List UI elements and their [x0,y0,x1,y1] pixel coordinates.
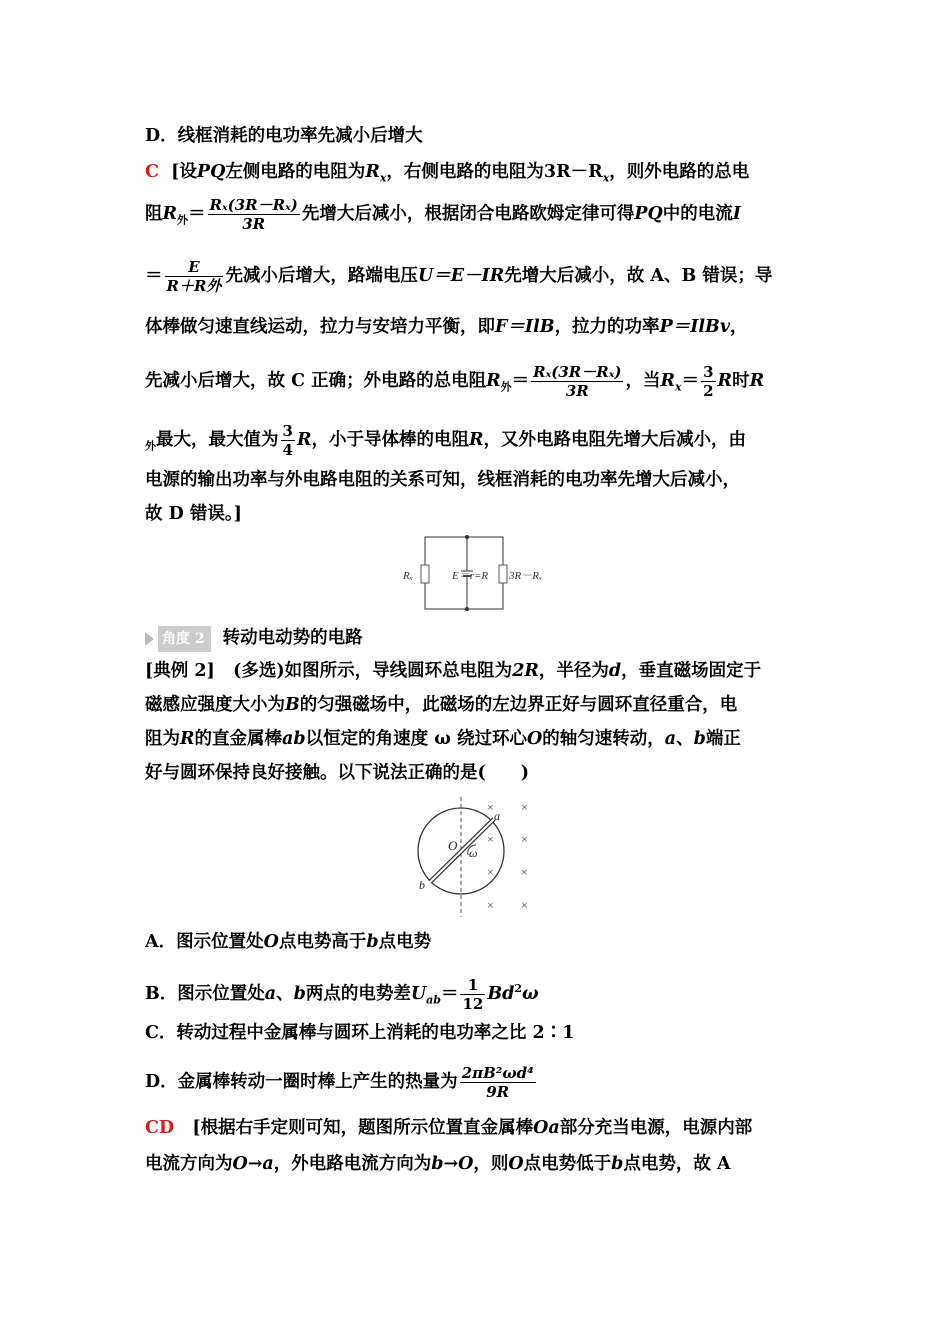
option-c: C．转动过程中金属棒与圆环上消耗的电功率之比 2∶1 [145,1023,575,1043]
triangle-icon [145,632,154,646]
t: 外 [177,213,189,227]
field-cross: × [521,832,528,846]
t: 12 [462,995,484,1013]
answer2-line2 [145,1152,731,1176]
t: 阻 [145,204,163,224]
answer1-line2 [145,196,741,233]
t: b [693,729,706,749]
answer-letter: CD [145,1118,175,1138]
t: 1 [460,976,485,995]
answer1-line4 [145,315,748,339]
t: b [611,1154,624,1174]
t: A．图示位置处 [145,932,264,952]
t: ，外电路电流方向为 [273,1154,432,1174]
t: O→a [232,1154,274,1174]
t: 电流方向为 [145,1154,233,1174]
t: 3R [242,215,266,233]
t: I [732,204,741,224]
label-b: b [419,878,425,892]
t: b [366,932,379,952]
t: Rₓ(3R－Rₓ) [533,363,622,381]
fraction [531,363,623,400]
junction [465,535,469,539]
t: ，则 [473,1154,509,1174]
t: ，又外电路电阻先增大后减小，由 [483,430,747,450]
answer2-line1 [145,1116,752,1140]
answer1-line6 [145,422,746,459]
t: 先减小后增大，故 C 正确；外电路的总电阻 [145,371,487,391]
answer1-line5 [145,363,764,400]
t: ，拉力的功率 [554,317,660,337]
t: O [526,729,543,749]
t: 的轴匀速转动， [542,729,665,749]
t: x [379,171,387,185]
option-b [145,976,539,1013]
circuit-diagram [400,532,550,612]
fraction [165,258,224,295]
t: ab [282,729,306,749]
t: R [365,162,380,182]
junction [465,607,469,611]
t: d [608,661,622,681]
t: 外 [500,380,512,394]
t: ， [730,317,748,337]
t: E [165,258,224,277]
option-d-prev: D．线框消耗的电功率先减小后增大 [145,126,423,146]
label-source: E＝r=R [452,570,489,582]
t: R [717,371,733,391]
t: [设 [171,162,197,182]
t: [典例 2] [145,661,215,681]
t: Oa [533,1118,560,1138]
t: 两点的电势差 [305,984,411,1004]
metal-rod-inner [430,819,494,882]
resistor-right [499,565,507,583]
t: x [602,171,610,185]
t: (多选)如图所示，导线圆环总电阻为 [233,661,513,681]
t: 体棒做匀速直线运动，拉力与安培力平衡，即 [145,317,495,337]
t: 先增大后减小，根据闭合电路欧姆定律可得 [301,204,635,224]
t: R [749,371,765,391]
answer1-line3 [145,258,772,295]
t: ab [426,993,441,1007]
t: B [285,695,300,715]
option-d [145,1064,538,1101]
label-rx: Rₓ [403,570,413,582]
t: ，垂直磁场固定于 [621,661,762,681]
answer-letter: C [145,162,159,182]
fraction [460,976,485,1013]
t: ＝ [188,204,206,224]
section-heading [145,626,363,652]
t: D．金属棒转动一圈时棒上产生的热量为 [145,1072,458,1092]
t: x [675,380,682,394]
field-cross: × [487,832,494,846]
example2-line4: 好与圆环保持良好接触。以下说法正确的是( ) [145,763,530,783]
section-tag: 角度 2 [158,626,211,652]
t: b [293,984,306,1004]
field-cross: × [487,800,494,814]
t: ＝ [511,371,530,391]
t: 最大，最大值为 [156,430,279,450]
label-3r-rx: 3R－Rₓ [509,570,543,582]
t: R [660,371,676,391]
t: 、 [676,729,694,749]
t: 先增大后减小，故 A、B 错误；导 [504,266,773,286]
t: ，则外电路的总电 [609,162,750,182]
t: PQ [634,204,663,224]
t: 阻为 [145,729,180,749]
example2-line1 [145,659,761,683]
t: a [664,729,677,749]
t: 左侧电路的电阻为 [225,162,366,182]
t: 3R－R [543,162,603,182]
option-a [145,930,431,954]
fraction [281,422,295,459]
t: 2 [514,982,523,996]
t: ＝ [145,266,163,286]
t: Bd [487,984,515,1004]
t: U＝E－IR [417,266,505,286]
label-omega: ω [469,846,478,860]
t: ，半径为 [538,661,609,681]
field-cross: × [521,898,528,912]
t: ω [522,984,539,1004]
t: 的匀强磁场中，此磁场的左边界正好与圆环直径重合，电 [299,695,738,715]
t: 3 [703,363,714,381]
t: 时 [732,371,750,391]
t: 部分充当电源，电源内部 [559,1118,753,1138]
t: ，小于导体棒的电阻 [311,430,469,450]
t: 9R [486,1083,510,1101]
t: a [264,984,277,1004]
t: 3R [565,382,589,400]
t: ＝ [681,371,700,391]
t: 2R [512,661,539,681]
t: 点电势低于 [523,1154,612,1174]
answer1-line8: 故 D 错误。] [145,504,242,524]
t: R [180,729,195,749]
example2-line2 [145,693,737,717]
answer1-line7: 电源的输出功率与外电路电阻的关系可知，线框消耗的电功率先增大后减小， [145,470,740,490]
t: O [263,932,279,952]
t: 先减小后增大，路端电压 [225,266,418,286]
resistor-left [421,565,429,583]
t: R [486,371,501,391]
t: F＝IlB [495,317,555,337]
label-a: a [494,809,500,823]
t: 点电势高于 [278,932,367,952]
t: 端正 [705,729,741,749]
field-cross: × [487,865,494,879]
t: 4 [282,441,293,459]
t: 点电势，故 A [623,1154,731,1174]
t: 2 [703,382,714,400]
t: PQ [196,162,226,182]
ring-figure [405,795,550,920]
t: R＋R外 [166,277,222,295]
section-title: 转动电动势的电路 [222,628,363,648]
t: [根据右手定则可知，题图所示位置直金属棒 [192,1118,534,1138]
answer1-line1 [145,160,749,191]
t: ，当 [625,371,661,391]
t: 外 [145,439,156,453]
t: R [162,204,178,224]
t: R [296,430,312,450]
label-o: O [448,838,458,853]
t: B．图示位置处 [145,984,265,1004]
fraction [701,363,715,400]
t: ＝ [440,984,459,1004]
t: 3 [282,422,293,440]
t: 中的电流 [662,204,733,224]
t: b→O [431,1154,474,1174]
t: 、 [276,984,294,1004]
t: O [508,1154,524,1174]
t: ，右侧电路的电阻为 [386,162,544,182]
fraction [460,1064,536,1101]
t: 的直金属棒 [194,729,283,749]
field-cross: × [521,800,528,814]
t: 2πB²ωd⁴ [461,1064,534,1082]
example2-line3 [145,727,741,751]
field-cross: × [521,865,528,879]
t: P＝IlBv [659,317,731,337]
t: R [468,430,484,450]
fraction [208,196,300,233]
t: 磁感应强度大小为 [145,695,285,715]
t: U [410,984,427,1004]
t: 点电势 [378,932,432,952]
t: Rₓ(3R－Rₓ) [209,196,298,214]
t: 以恒定的角速度 ω 绕过环心 [305,729,527,749]
field-cross: × [487,898,494,912]
